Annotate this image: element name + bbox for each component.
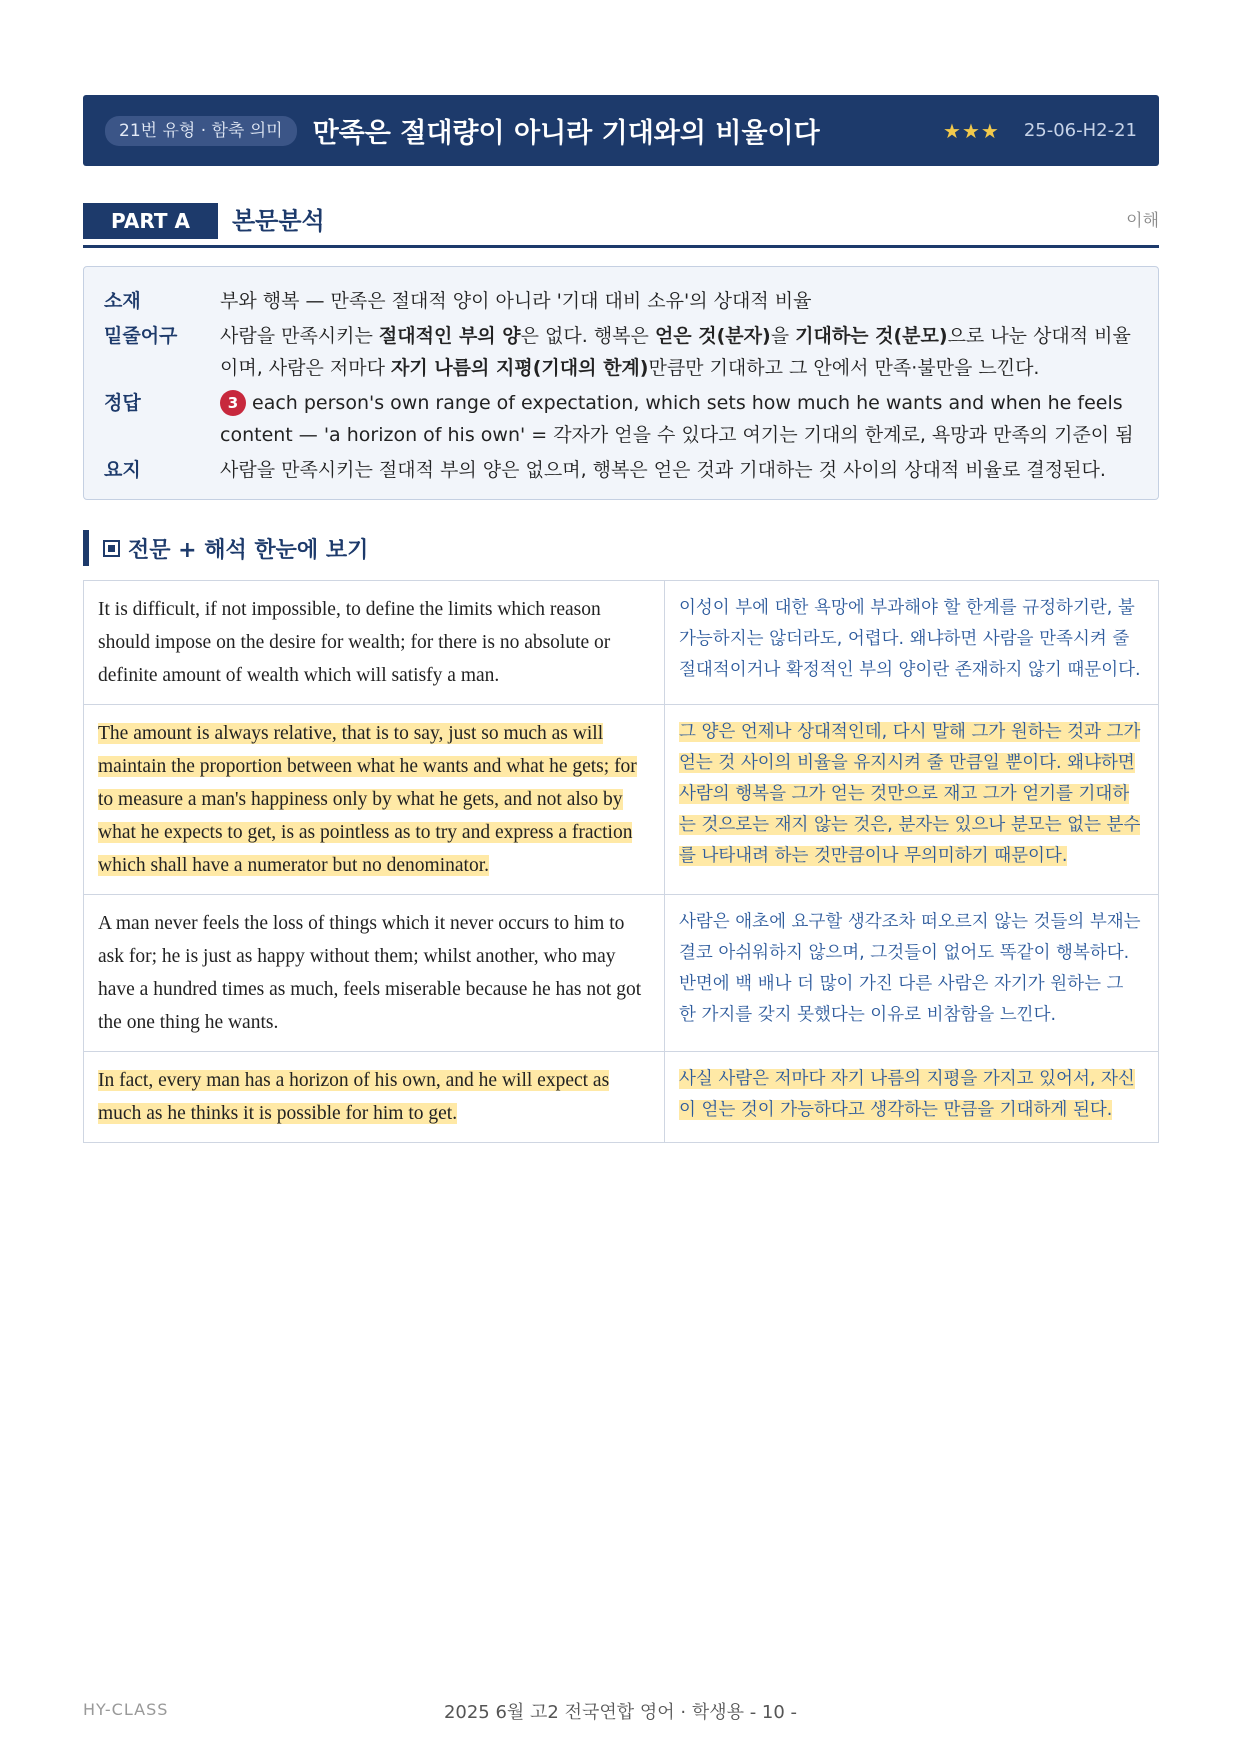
question-type-badge: 21번 유형 · 함축 의미 xyxy=(105,116,297,146)
topic-row xyxy=(104,285,1138,317)
korean-translation: 이성이 부에 대한 욕망에 부과해야 할 한계를 규정하기란, 불가능하지는 않더라도, 어렵다. 왜냐하면 사람을 만족시켜 줄 절대적이거나 확정적인 부의 양이란 존재하지 않기 때문이다. xyxy=(665,581,1159,705)
english-sentence: It is difficult, if not impossible, to define the limits which reason should impose on the desire for wealth; for there is no absolute or definite amount of wealth which will satisfy a man. xyxy=(84,581,665,705)
part-tag: 이해 xyxy=(1126,211,1159,231)
topic-text: 부와 행복 — 만족은 절대적 양이 아니라 '기대 대비 소유'의 상대적 비율 xyxy=(220,290,812,312)
english-sentence: A man never feels the loss of things which it never occurs to him to ask for; he is just as happy without them; whilst another, who may have a hundred times as much, feels miserable because he has not got the one thing he wants. xyxy=(84,895,665,1052)
question-code: 25-06-H2-21 xyxy=(1023,120,1137,141)
part-title: 본문분석 xyxy=(232,207,325,235)
analysis-summary-box xyxy=(83,266,1159,500)
passage-translation-table xyxy=(83,580,1159,1143)
table-row xyxy=(84,581,1159,705)
highlighted-text: The amount is always relative, that is to say, just so much as will maintain the proportion between what he wants and what he gets; for to measure a man's happiness only by what he gets, and not also by what he expects to get, is as pointless as to try and express a fraction which shall have a numerator but no denominator. xyxy=(98,723,637,876)
section-title: 전문 + 해석 한눈에 보기 xyxy=(128,537,369,563)
part-badge: PART A xyxy=(83,203,218,239)
underline-label: 밑줄어구 xyxy=(104,325,178,347)
table-row xyxy=(84,895,1159,1052)
korean-translation xyxy=(665,1052,1159,1143)
answer-number-badge: 3 xyxy=(220,390,246,416)
korean-translation: 사람은 애초에 요구할 생각조차 떠오르지 않는 것들의 부재는 결코 아쉬워하지 않으며, 그것들이 없어도 똑같이 행복하다. 반면에 백 배나 더 많이 가진 다른 사람은 자기가 원하는 그 한 가지를 갖지 못했다는 이유로 비참함을 느낀다. xyxy=(665,895,1159,1052)
table-row xyxy=(84,705,1159,895)
gist-text: 사람을 만족시키는 절대적 부의 양은 없으며, 행복은 얻은 것과 기대하는 것 사이의 상대적 비율로 결정된다. xyxy=(220,459,1106,481)
square-bullet-icon xyxy=(103,540,120,557)
page-title: 만족은 절대량이 아니라 기대와의 비율이다 xyxy=(312,118,820,149)
part-header xyxy=(83,203,1159,248)
english-sentence xyxy=(84,705,665,895)
gist-label: 요지 xyxy=(104,459,141,481)
underline-text: 사람을 만족시키는 절대적인 부의 양은 없다. 행복은 얻은 것(분자)을 기대하는 것(분모)으로 나눈 상대적 비율이며, 사람은 저마다 자기 나름의 지평(기대의 한계)만큼만 기대하고 그 안에서 만족·불만을 느낀다. xyxy=(220,325,1131,379)
answer-text: 3 each person's own range of expectation, which sets how much he wants and when he feels content — 'a horizon of his own' = 각자가 얻을 수 있다고 여기는 기대의 한계로, 욕망과 만족의 기준이 됨 xyxy=(220,392,1134,446)
title-banner xyxy=(83,95,1159,166)
topic-label: 소재 xyxy=(104,290,141,312)
highlighted-text: In fact, every man has a horizon of his own, and he will expect as much as he thinks it is possible for him to get. xyxy=(98,1070,610,1124)
section-heading xyxy=(83,530,368,566)
underline-row xyxy=(104,320,1138,384)
highlighted-text: 사실 사람은 저마다 자기 나름의 지평을 가지고 있어서, 자신이 얻는 것이 가능하다고 생각하는 만큼을 기대하게 된다. xyxy=(679,1069,1135,1120)
footer-page-info: 2025 6월 고2 전국연합 영어 · 학생용 - 10 - xyxy=(443,1702,798,1723)
gist-row xyxy=(104,454,1138,486)
difficulty-stars: ★★★ xyxy=(943,118,1000,143)
answer-label: 정답 xyxy=(104,392,141,414)
footer-brand: HY-CLASS xyxy=(83,1700,169,1719)
english-sentence xyxy=(84,1052,665,1143)
highlighted-text: 그 양은 언제나 상대적인데, 다시 말해 그가 원하는 것과 그가 얻는 것 사이의 비율을 유지시켜 줄 만큼일 뿐이다. 왜냐하면 사람의 행복을 그가 얻는 것만으로 재고 그가 얻기를 기대하는 것으로는 재지 않는 것은, 분자는 있으나 분모는 없는 분수를 나타내려 하는 것만큼이나 무의미하기 때문이다. xyxy=(679,722,1141,866)
table-row xyxy=(84,1052,1159,1143)
korean-translation xyxy=(665,705,1159,895)
answer-row xyxy=(104,387,1138,451)
